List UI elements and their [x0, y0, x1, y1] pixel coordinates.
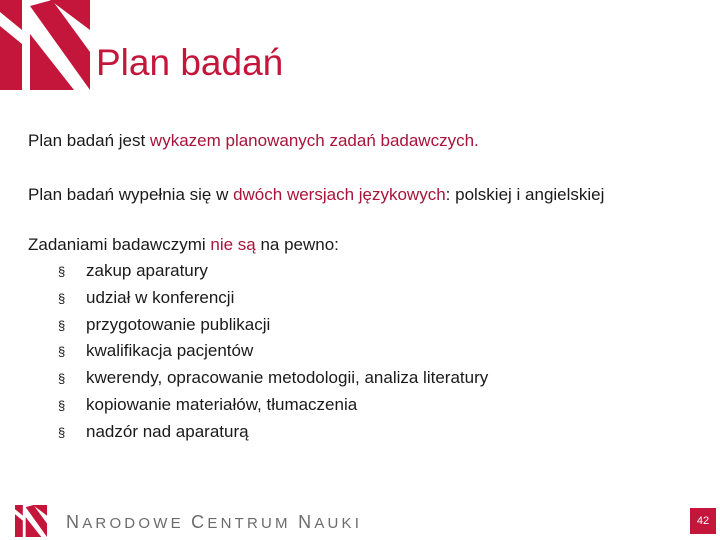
paragraph-exclusions: Zadaniami badawczymi nie są na pewno:	[28, 235, 339, 254]
list-item: § kwerendy, opracowanie metodologii, analiza literatury	[58, 365, 488, 392]
list-item: § kwalifikacja pacjentów	[58, 338, 488, 365]
ncn-logo-top	[0, 0, 90, 90]
list-item: § kopiowanie materiałów, tłumaczenia	[58, 392, 488, 419]
list-item: § przygotowanie publikacji	[58, 312, 488, 339]
footer-institution-name: NARODOWE CENTRUM NAUKI	[66, 512, 363, 532]
ncn-logo-footer	[14, 505, 48, 537]
paragraph-languages: Plan badań wypełnia się w dwóch wersjach językowych: polskiej i angielskiej	[28, 185, 605, 204]
bullet-icon: §	[58, 397, 66, 413]
bullet-icon: §	[58, 344, 66, 360]
bullet-icon: §	[58, 424, 66, 440]
page-title: Plan badań	[96, 42, 284, 83]
paragraph-definition: Plan badań jest wykazem planowanych zadań badawczych.	[28, 131, 479, 150]
list-item: § nadzór nad aparaturą	[58, 419, 488, 446]
bullet-icon: §	[58, 264, 66, 279]
bullet-icon: §	[58, 317, 66, 333]
bullet-icon: §	[58, 371, 66, 387]
list-item: § udział w konferencji	[58, 285, 488, 312]
page-number: 42	[690, 508, 716, 534]
bullet-icon: §	[58, 290, 66, 306]
list-item: § zakup aparatury	[58, 258, 488, 285]
bullet-list	[58, 258, 488, 446]
